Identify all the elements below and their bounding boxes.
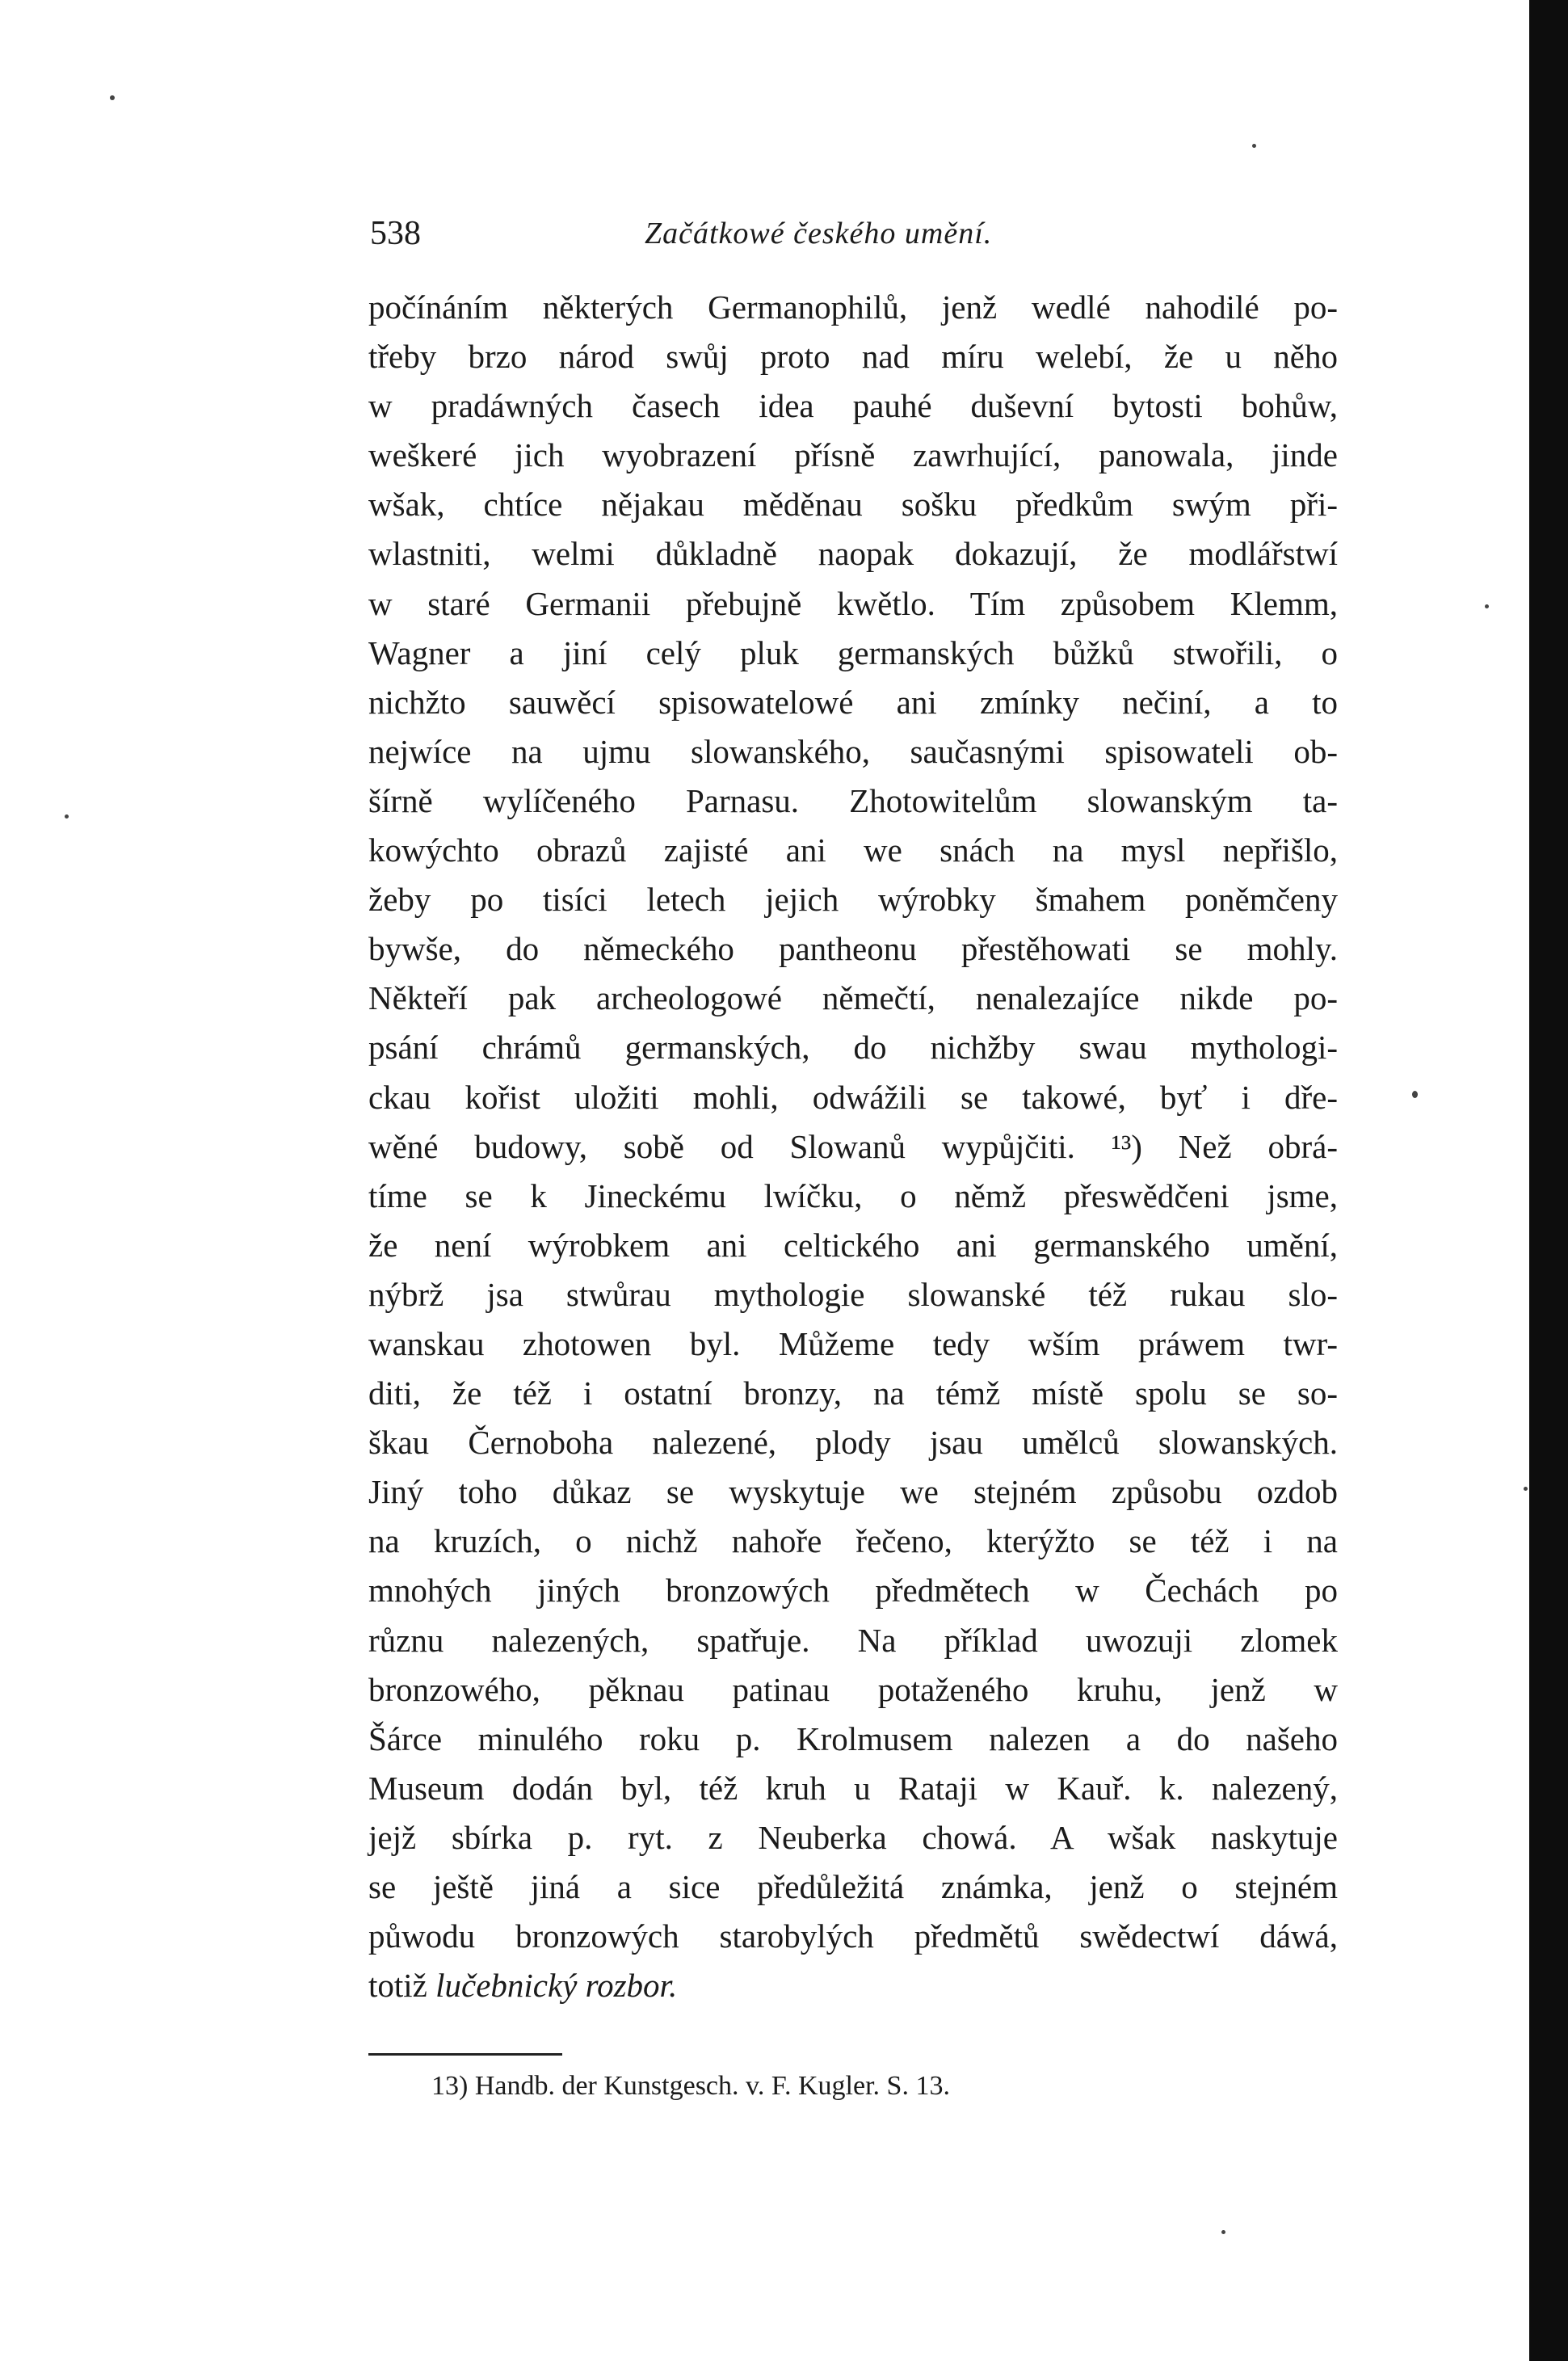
- text-line: různu nalezených, spatřuje. Na příklad uwozuji zlomek: [368, 1621, 1338, 1659]
- body-text: [368, 283, 1338, 2010]
- text-line: se ještě jiná a sice předůležitá známka, jenž o stejném: [368, 1868, 1338, 1905]
- text-line: nýbrž jsa stwůrau mythologie slowanské též rukau slo-: [368, 1275, 1338, 1313]
- scan-page-edge: [1529, 0, 1568, 2361]
- text-line: ckau kořist uložiti mohli, odwážili se takowé, byť i dře-: [368, 1078, 1338, 1116]
- text-line: šírně wylíčeného Parnasu. Zhotowitelům slowanským ta-: [368, 781, 1338, 819]
- text-line-last: [368, 1961, 1338, 2010]
- text-line: Museum dodán byl, též kruh u Rataji w Kauř. k. nalezený,: [368, 1769, 1338, 1807]
- text-line: třeby brzo národ swůj proto nad míru welebí, že u něho: [368, 338, 1338, 376]
- text-line: wšak, chtíce nějakau měděnau sošku předkům swým při-: [368, 486, 1338, 524]
- text-line: diti, že též i ostatní bronzy, na témž místě spolu se so-: [368, 1374, 1338, 1412]
- text-line: Wagner a jiní celý pluk germanských bůžků stwořili, o: [368, 633, 1338, 671]
- scan-speck: [1221, 2230, 1225, 2234]
- text-line: mnohých jiných bronzowých předmětech w Čechách po: [368, 1572, 1338, 1610]
- scan-speck: [1412, 1091, 1418, 1098]
- text-line: škau Černoboha nalezené, plody jsau umělců slowanských.: [368, 1424, 1338, 1462]
- text-line: wlastniti, welmi důkladně naopak dokazují, že modlářstwí: [368, 535, 1338, 573]
- text-line: žeby po tisíci letech jejich wýrobky šmahem poněmčeny: [368, 881, 1338, 919]
- text-line: počínáním některých Germanophilů, jenž wedlé nahodilé po-: [368, 288, 1338, 326]
- text-line: Šárce minulého roku p. Krolmusem nalezen a do našeho: [368, 1719, 1338, 1757]
- scan-speck: [65, 814, 69, 819]
- text-line: w staré Germanii přebujně kwětlo. Tím způsobem Klemm,: [368, 584, 1338, 622]
- footnote-rule: [368, 2053, 562, 2056]
- footnote: 13) Handb. der Kunstgesch. v. F. Kugler. S. 13.: [431, 2071, 950, 2101]
- text-line: bywše, do německého pantheonu přestěhowati se mohly.: [368, 930, 1338, 968]
- last-line-emphasis: lučebnický rozbor.: [435, 1967, 678, 2005]
- text-line: půwodu bronzowých starobylých předmětů swědectwí dáwá,: [368, 1917, 1338, 1955]
- running-title: Začátkowé českého umění.: [645, 217, 993, 250]
- text-line: nejwíce na ujmu slowanského, saučasnými spisowateli ob-: [368, 732, 1338, 770]
- text-line: kowýchto obrazů zajisté ani we snách na mysl nepřišlo,: [368, 831, 1338, 869]
- page-header: [370, 214, 1339, 259]
- scan-speck: [110, 95, 115, 100]
- text-line: bronzowého, pěknau patinau potaženého kruhu, jenž w: [368, 1670, 1338, 1708]
- text-line: w pradáwných časech idea pauhé duševní bytosti bohůw,: [368, 387, 1338, 425]
- text-line: wěné budowy, sobě od Slowanů wypůjčiti. ¹³) Než obrá-: [368, 1127, 1338, 1165]
- scan-speck: [1252, 144, 1256, 148]
- text-line: jejž sbírka p. ryt. z Neuberka chowá. A wšak naskytuje: [368, 1818, 1338, 1856]
- text-line: Někteří pak archeologowé němečtí, nenalezajíce nikde po-: [368, 979, 1338, 1017]
- text-line: weškeré jich wyobrazení přísně zawrhující, panowala, jinde: [368, 436, 1338, 474]
- text-line: na kruzích, o nichž nahoře řečeno, kterýžto se též i na: [368, 1522, 1338, 1560]
- scan-speck: [1524, 1487, 1528, 1491]
- text-line: psání chrámů germanských, do nichžby swau mythologi-: [368, 1029, 1338, 1067]
- page-number: 538: [370, 215, 421, 252]
- last-line-lead: totiž: [368, 1967, 436, 2005]
- text-line: že není wýrobkem ani celtického ani germanského umění,: [368, 1226, 1338, 1264]
- scan-speck: [1485, 604, 1489, 608]
- text-line: Jiný toho důkaz se wyskytuje we stejném způsobu ozdob: [368, 1473, 1338, 1511]
- text-line: wanskau zhotowen byl. Můžeme tedy wším práwem twr-: [368, 1324, 1338, 1362]
- text-line: nichžto sauwěcí spisowatelowé ani zmínky nečiní, a to: [368, 683, 1338, 721]
- text-line: tíme se k Jineckému lwíčku, o němž přeswědčeni jsme,: [368, 1176, 1338, 1214]
